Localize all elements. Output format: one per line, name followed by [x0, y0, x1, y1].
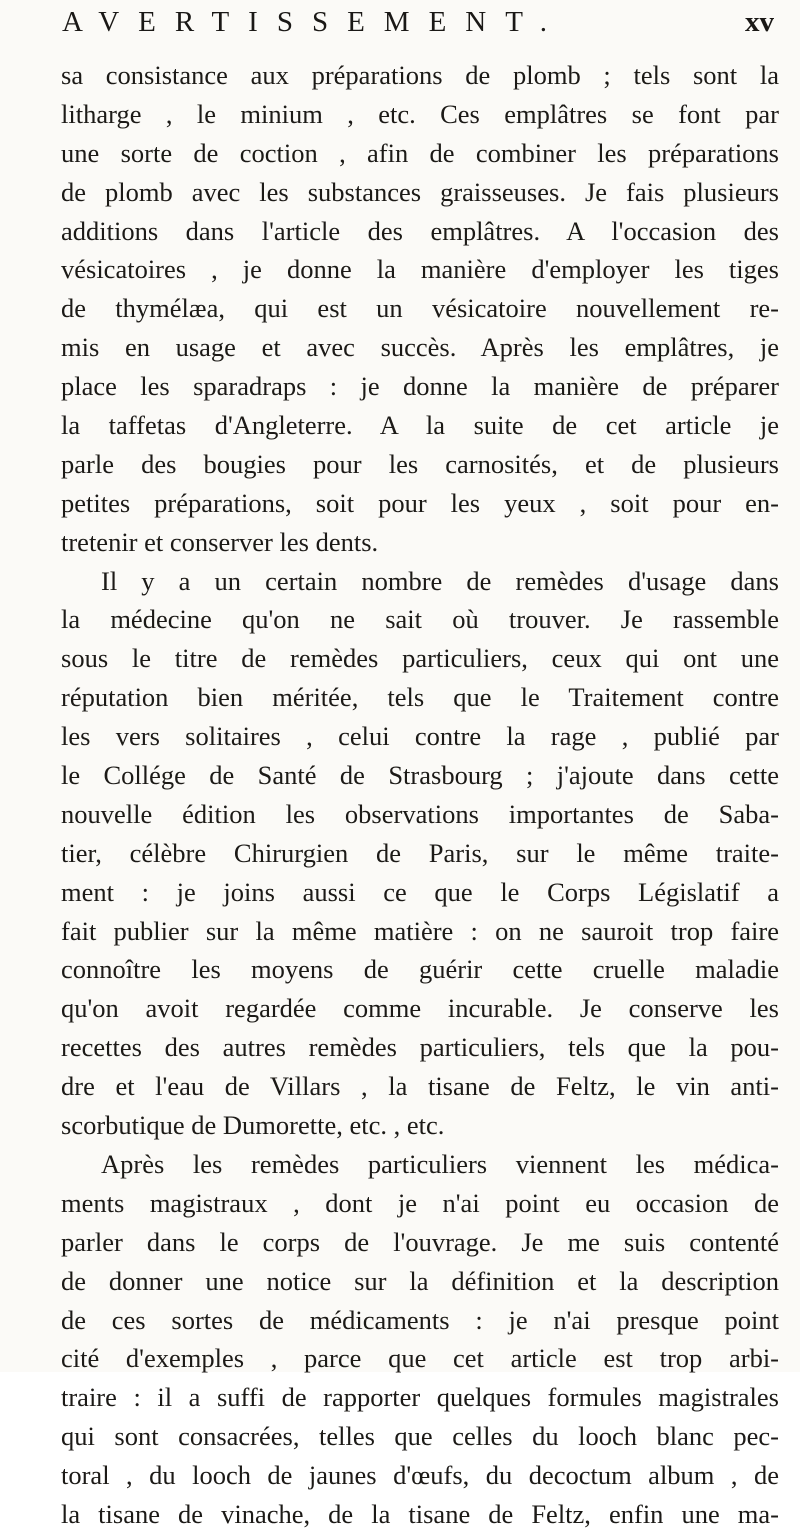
text-line: tier, célèbre Chirurgien de Paris, sur le même traite-	[61, 837, 779, 868]
text-line: ments magistraux , dont je n'ai point eu occasion de	[61, 1187, 779, 1218]
text-line: parler dans le corps de l'ouvrage. Je me suis contenté	[61, 1226, 779, 1257]
text-line: tretenir et conserver les dents.	[61, 526, 379, 557]
text-line: vésicatoires , je donne la manière d'employer les tiges	[61, 254, 779, 285]
text-line: la tisane de vinache, de la tisane de Feltz, enfin une ma-	[61, 1498, 779, 1529]
text-line: additions dans l'article des emplâtres. A l'occasion des	[61, 215, 779, 246]
text-line: dre et l'eau de Villars , la tisane de Feltz, le vin anti-	[61, 1071, 779, 1102]
text-line: toral , du looch de jaunes d'œufs, du decoctum album , de	[61, 1460, 779, 1491]
page-number: xv	[745, 6, 774, 38]
text-line: parle des bougies pour les carnosités, et de plusieurs	[61, 448, 779, 479]
text-line: la taffetas d'Angleterre. A la suite de cet article je	[61, 410, 779, 441]
text-line: nouvelle édition les observations importantes de Saba-	[61, 798, 779, 829]
text-line: scorbutique de Dumorette, etc. , etc.	[61, 1110, 445, 1141]
text-line: ment : je joins aussi ce que le Corps Législatif a	[61, 876, 779, 907]
text-line: Il y a un certain nombre de remèdes d'usage dans	[101, 565, 779, 596]
text-line: réputation bien méritée, tels que le Traitement contre	[61, 682, 779, 713]
text-line: sa consistance aux préparations de plomb ; tels sont la	[61, 60, 779, 90]
text-line: de donner une notice sur la définition et la description	[61, 1265, 779, 1296]
text-line: petites préparations, soit pour les yeux , soit pour en-	[61, 487, 779, 518]
body-text	[61, 56, 779, 1534]
running-title: AVERTISSEMENT.	[62, 6, 567, 38]
text-line: les vers solitaires , celui contre la rage , publié par	[61, 721, 779, 752]
text-line: connoître les moyens de guérir cette cruelle maladie	[61, 954, 779, 985]
text-line: Après les remèdes particuliers viennent les médica-	[101, 1148, 779, 1179]
text-line: qui sont consacrées, telles que celles du looch blanc pec-	[61, 1421, 779, 1452]
text-line: le Collége de Santé de Strasbourg ; j'ajoute dans cette	[61, 760, 779, 791]
text-line: la médecine qu'on ne sait où trouver. Je rassemble	[61, 604, 779, 635]
text-line: recettes des autres remèdes particuliers, tels que la pou-	[61, 1032, 779, 1063]
text-line: traire : il a suffi de rapporter quelques formules magistrales	[61, 1382, 779, 1413]
running-head	[60, 2, 780, 46]
text-line: mis en usage et avec succès. Après les emplâtres, je	[61, 332, 779, 363]
text-line: cité d'exemples , parce que cet article est trop arbi-	[61, 1343, 779, 1374]
text-line: une sorte de coction , afin de combiner les préparations	[61, 137, 779, 168]
text-line: de plomb avec les substances graisseuses. Je fais plusieurs	[61, 176, 779, 207]
text-line: qu'on avoit regardée comme incurable. Je conserve les	[61, 993, 779, 1024]
text-line: litharge , le minium , etc. Ces emplâtres se font par	[61, 98, 779, 129]
text-line: de ces sortes de médicaments : je n'ai presque point	[61, 1304, 779, 1335]
text-line: de thymélæa, qui est un vésicatoire nouvellement re-	[61, 293, 779, 324]
text-line: sous le titre de remèdes particuliers, ceux qui ont une	[61, 643, 779, 674]
text-line: place les sparadraps : je donne la manière de préparer	[61, 371, 779, 402]
text-line: fait publier sur la même matière : on ne sauroit trop faire	[61, 915, 779, 946]
